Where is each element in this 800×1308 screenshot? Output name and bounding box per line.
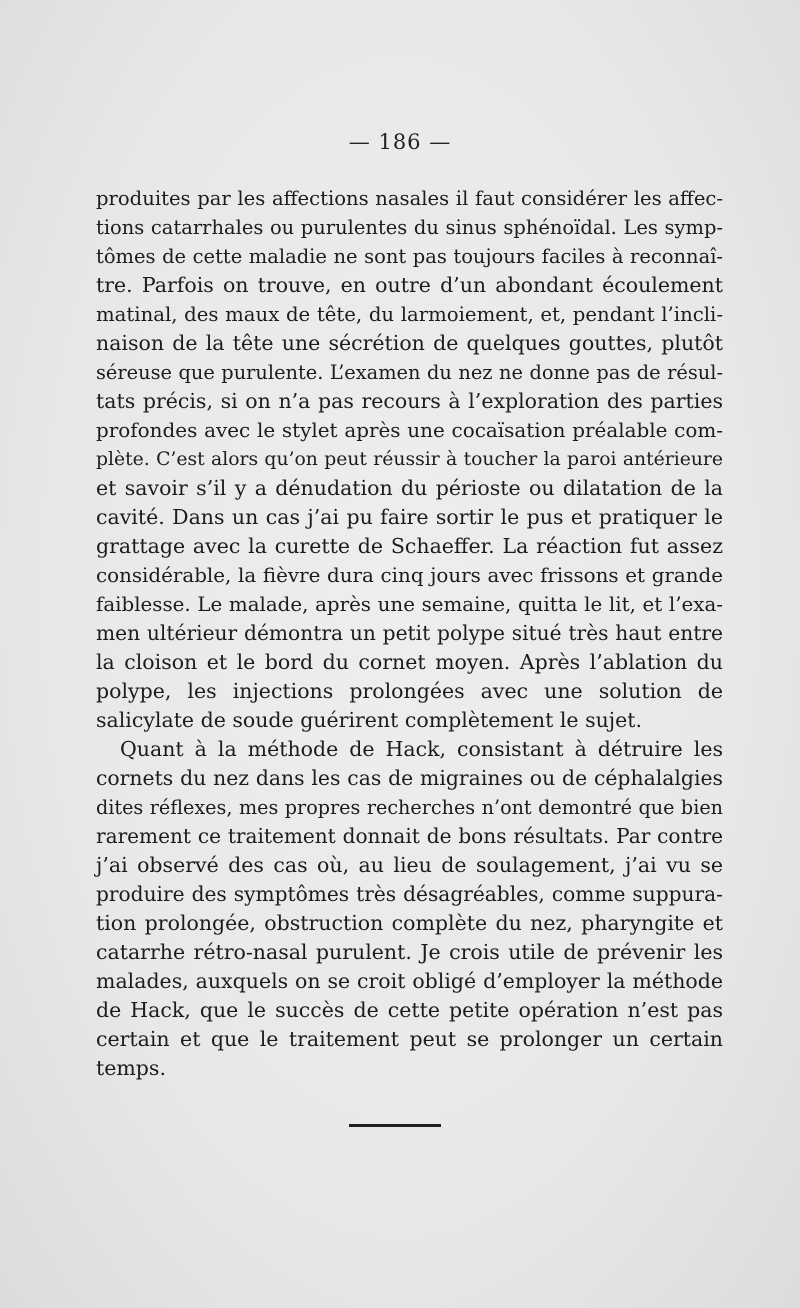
text-line: et savoir s’il y a dénudation du périoste ou dilatation de la xyxy=(96,476,723,500)
text-line: produites par les affections nasales il faut considérer les affec- xyxy=(96,187,723,210)
text-line: men ultérieur démontra un petit polype situé très haut entre xyxy=(96,621,723,645)
text-line: tats précis, si on n’a pas recours à l’exploration des parties xyxy=(96,389,723,413)
text-line: tions catarrhales ou purulentes du sinus sphénoïdal. Les symp- xyxy=(96,216,723,239)
text-line: polype, les injections prolongées avec une solution de xyxy=(96,679,723,703)
text-line: la cloison et le bord du cornet moyen. Après l’ablation du xyxy=(96,650,723,674)
text-line: Quant à la méthode de Hack, consistant à détruire les xyxy=(120,737,723,761)
text-line: séreuse que purulente. L’examen du nez ne donne pas de résul- xyxy=(96,361,723,384)
text-line: grattage avec la curette de Schaeffer. La réaction fut assez xyxy=(96,534,723,558)
text-line: plète. C’est alors qu’on peut réussir à toucher la paroi antérieure xyxy=(96,449,723,470)
text-line: produire des symptômes très désagréables, comme suppura- xyxy=(96,882,723,906)
text-line: salicylate de soude guérirent complètement le sujet. xyxy=(96,708,643,732)
paragraph-1 xyxy=(96,184,723,735)
text-line: de Hack, que le succès de cette petite opération n’est pas xyxy=(96,998,723,1022)
text-line: faiblesse. Le malade, après une semaine, quitta le lit, et l’exa- xyxy=(96,593,723,616)
end-rule xyxy=(349,1124,441,1127)
text-line: certain et que le traitement peut se prolonger un certain xyxy=(96,1027,723,1051)
text-line: tômes de cette maladie ne sont pas toujours faciles à reconnaî- xyxy=(96,245,723,268)
page-number: — 186 — xyxy=(348,130,452,154)
text-line: tre. Parfois on trouve, en outre d’un abondant écoulement xyxy=(96,273,723,297)
text-line: temps. xyxy=(96,1056,166,1080)
text-line: profondes avec le stylet après une cocaïsation préalable com- xyxy=(96,418,723,442)
text-line: naison de la tête une sécrétion de quelques gouttes, plutôt xyxy=(96,331,723,355)
text-line: dites réflexes, mes propres recherches n’ont demontré que bien xyxy=(96,796,723,819)
text-line: considérable, la fièvre dura cinq jours avec frissons et grande xyxy=(96,564,723,587)
text-line: rarement ce traitement donnait de bons résultats. Par contre xyxy=(96,824,723,848)
text-line: tion prolongée, obstruction complète du nez, pharyngite et xyxy=(96,911,723,935)
text-line: j’ai observé des cas où, au lieu de soulagement, j’ai vu se xyxy=(96,853,723,877)
text-line: malades, auxquels on se croit obligé d’employer la méthode xyxy=(96,969,723,993)
text-line: cavité. Dans un cas j’ai pu faire sortir le pus et pratiquer le xyxy=(96,505,723,529)
body-text xyxy=(96,184,723,1083)
text-line: matinal, des maux de tête, du larmoiement, et, pendant l’incli- xyxy=(96,303,723,326)
text-line: catarrhe rétro-nasal purulent. Je crois utile de prévenir les xyxy=(96,940,723,964)
text-line: cornets du nez dans les cas de migraines ou de céphalalgies xyxy=(96,766,723,790)
paragraph-2 xyxy=(96,735,723,1083)
